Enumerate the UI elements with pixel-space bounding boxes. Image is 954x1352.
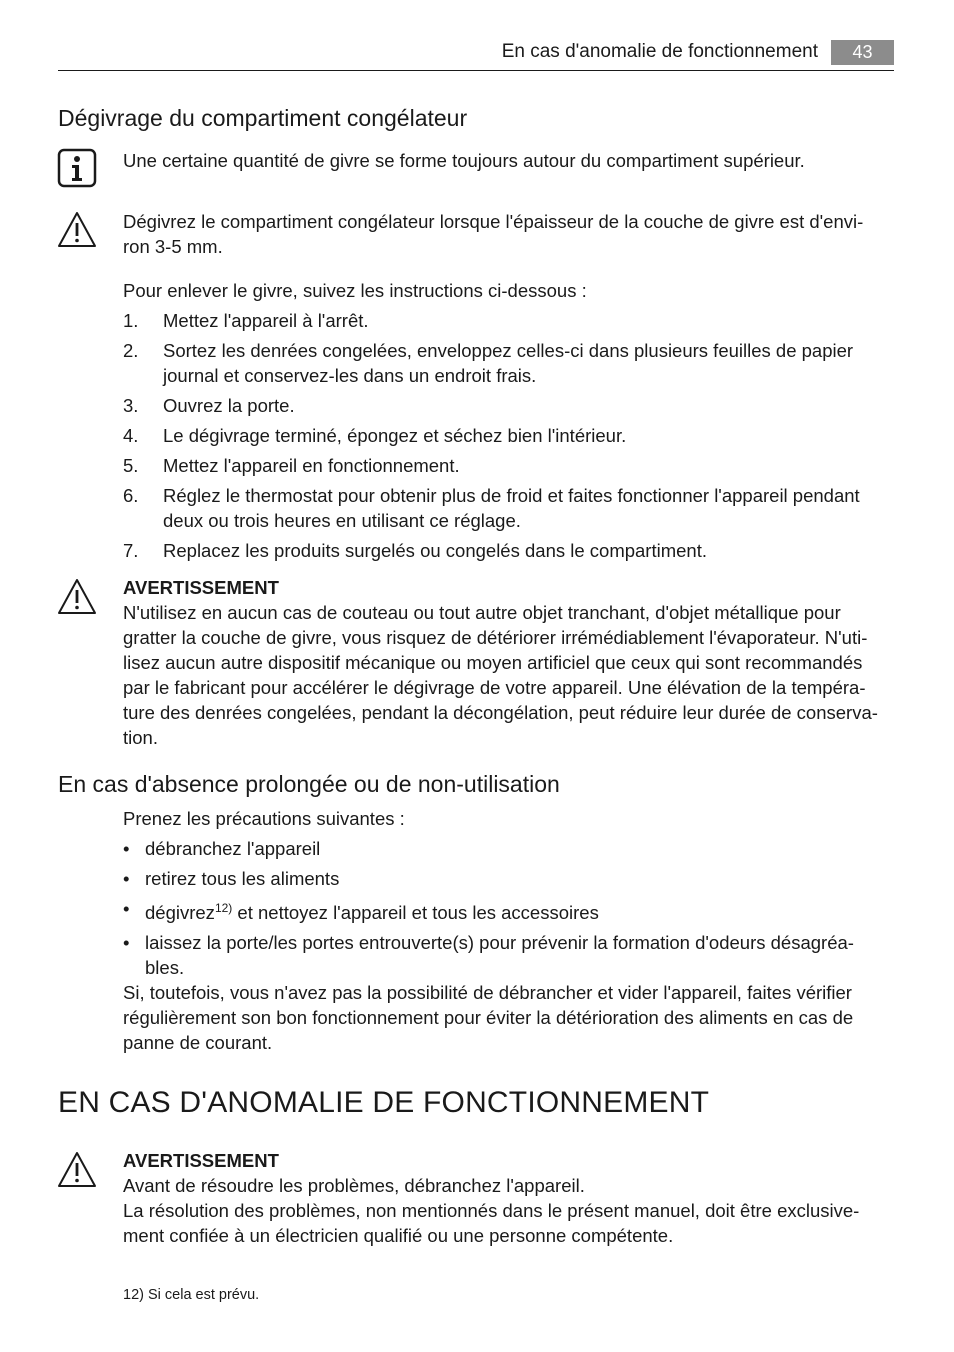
step-number: 4.: [123, 425, 139, 446]
closing-text-line: Si, toutefois, vous n'avez pas la possibilité de débrancher et vider l'appareil, faites vérifier: [123, 982, 852, 1003]
warning-note-line: Dégivrez le compartiment congélateur lorsque l'épaisseur de la couche de givre est d'envi-: [123, 211, 864, 232]
step-number: 1.: [123, 310, 139, 331]
chapter-heading-malfunction: EN CAS D'ANOMALIE DE FONCTIONNEMENT: [58, 1086, 710, 1119]
caution-text-line: par le fabricant pour accélérer le dégivrage de votre appareil. Une élévation de la tempéra-: [123, 677, 866, 698]
section-heading-defrost: Dégivrage du compartiment congélateur: [58, 105, 468, 131]
step-text: Ouvrez la porte.: [163, 395, 295, 416]
warning-note-line: ron 3-5 mm.: [123, 236, 223, 257]
bullet-icon: •: [123, 868, 130, 889]
step-text: Mettez l'appareil en fonctionnement.: [163, 455, 460, 476]
bullet-text-part: dégivrez: [145, 902, 215, 923]
bullet-text: laissez la porte/les portes entrouverte(s) pour prévenir la formation d'odeurs désagréa-: [145, 932, 854, 953]
caution-text-line: tion.: [123, 727, 158, 748]
page-number: 43: [831, 40, 894, 65]
precautions-intro: Prenez les précautions suivantes :: [123, 808, 405, 829]
info-icon: [57, 148, 97, 188]
step-number: 2.: [123, 340, 139, 361]
step-number: 5.: [123, 455, 139, 476]
caution-text-line: Avant de résoudre les problèmes, débranchez l'appareil.: [123, 1175, 585, 1196]
step-text: Mettez l'appareil à l'arrêt.: [163, 310, 369, 331]
footnote: 12) Si cela est prévu.: [123, 1287, 260, 1303]
closing-text-line: régulièrement son bon fonctionnement pour éviter la détérioration des aliments en cas de: [123, 1007, 854, 1028]
warning-triangle-icon: [57, 577, 97, 617]
bullet-icon: •: [123, 932, 130, 953]
bullet-text-part: et nettoyez l'appareil et tous les accessoires: [232, 902, 599, 923]
caution-text-line: gratter la couche de givre, vous risquez de détériorer irrémédiablement l'évaporateur. N'uti-: [123, 627, 868, 648]
step-number: 7.: [123, 540, 139, 561]
footnote-ref: 12): [214, 900, 233, 915]
step-number: 3.: [123, 395, 139, 416]
step-text: deux ou trois heures en utilisant ce réglage.: [163, 510, 521, 531]
step-text: journal et conservez-les dans un endroit frais.: [163, 365, 537, 386]
caution-text-line: ment confiée à un électricien qualifié ou une personne compétente.: [123, 1225, 674, 1246]
caution-title: AVERTISSEMENT: [123, 1150, 279, 1171]
bullet-icon: •: [123, 838, 130, 859]
step-text: Réglez le thermostat pour obtenir plus de froid et faites fonctionner l'appareil pendant: [163, 485, 860, 506]
section-heading-absence: En cas d'absence prolongée ou de non-utilisation: [58, 771, 560, 797]
caution-title: AVERTISSEMENT: [123, 577, 279, 598]
step-text: Sortez les denrées congelées, enveloppez celles-ci dans plusieurs feuilles de papier: [163, 340, 854, 361]
closing-text-line: panne de courant.: [123, 1032, 273, 1053]
step-number: 6.: [123, 485, 139, 506]
info-note-text: Une certaine quantité de givre se forme toujours autour du compartiment supérieur.: [123, 150, 805, 171]
step-text: Replacez les produits surgelés ou congelés dans le compartiment.: [163, 540, 707, 561]
header-divider: [58, 70, 894, 71]
instructions-intro: Pour enlever le givre, suivez les instructions ci-dessous :: [123, 280, 587, 301]
caution-text-line: lisez aucun autre dispositif mécanique ou moyen artificiel que ceux qui sont recommandés: [123, 652, 863, 673]
bullet-text: bles.: [145, 957, 185, 978]
caution-text-line: La résolution des problèmes, non mentionnés dans le présent manuel, doit être exclusive-: [123, 1200, 860, 1221]
warning-triangle-icon: [57, 210, 97, 250]
running-header-title: En cas d'anomalie de fonctionnement: [501, 41, 818, 62]
bullet-text: retirez tous les aliments: [145, 868, 340, 889]
bullet-text: [145, 900, 890, 925]
bullet-icon: •: [123, 898, 130, 919]
warning-triangle-icon: [57, 1150, 97, 1190]
caution-text-line: ture des denrées congelées, pendant la décongélation, peut réduire leur durée de conserva-: [123, 702, 878, 723]
step-text: Le dégivrage terminé, épongez et séchez bien l'intérieur.: [163, 425, 627, 446]
bullet-text: débranchez l'appareil: [145, 838, 321, 859]
caution-text-line: N'utilisez en aucun cas de couteau ou tout autre objet tranchant, d'objet métallique pour: [123, 602, 841, 623]
